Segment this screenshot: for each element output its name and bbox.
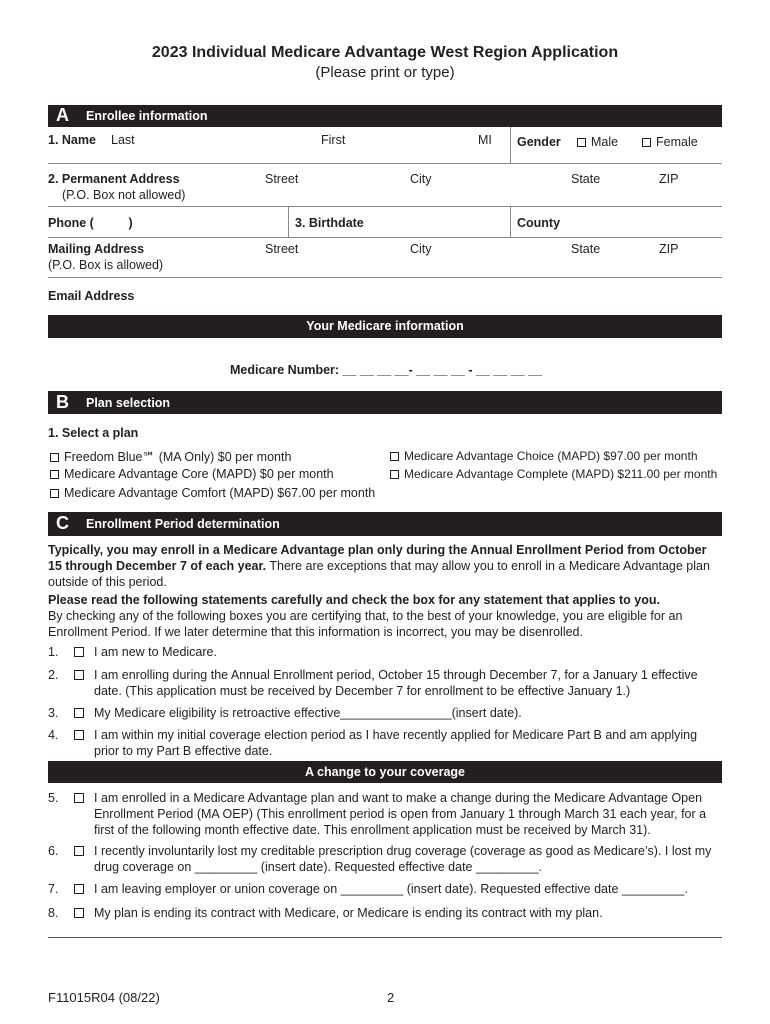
statement-checkbox[interactable]: [74, 884, 84, 894]
plan-option-choice[interactable]: [390, 449, 698, 463]
form-subtitle: (Please print or type): [315, 64, 455, 81]
section-c-letter: C: [56, 513, 69, 533]
plan-option-comfort[interactable]: [50, 486, 375, 500]
section-c-title: Enrollment Period determination: [86, 517, 280, 531]
statement-checkbox[interactable]: [74, 793, 84, 803]
statement-text: I am leaving employer or union coverage on _________ (insert date). Requested effective date _________.: [94, 882, 688, 896]
statement-checkbox[interactable]: [74, 670, 84, 680]
mailing-address-note: (P.O. Box is allowed): [48, 258, 164, 272]
email-field[interactable]: Email Address: [48, 289, 135, 303]
statement-text: I am enrolling during the Annual Enrollment period, October 15 through December 7, for a January 1 effective date. (This application must be received by December 7 for enrollment to be effective January 1.): [94, 668, 698, 698]
divider: [510, 127, 511, 163]
statement-number: 1.: [48, 645, 59, 659]
mailing-street-field[interactable]: Street: [265, 242, 299, 256]
gender-female-option[interactable]: [642, 135, 698, 149]
section-b-title: Plan selection: [86, 396, 171, 410]
medicare-number-field[interactable]: Medicare Number: __ __ __ __- __ __ __ - __ __ __ __: [230, 363, 542, 377]
enrollment-instructions: [48, 592, 722, 640]
statement-text: I am new to Medicare.: [94, 645, 217, 659]
statement-number: 3.: [48, 706, 59, 720]
permanent-state-field[interactable]: State: [571, 172, 601, 186]
form-id: F11015R04 (08/22): [48, 990, 160, 1005]
gender-label: Gender: [517, 135, 561, 149]
gender-male-option[interactable]: [577, 135, 618, 149]
male-checkbox[interactable]: [577, 138, 586, 147]
page-number: 2: [387, 990, 395, 1005]
county-field[interactable]: County: [517, 216, 561, 230]
female-checkbox[interactable]: [642, 138, 651, 147]
last-name-field[interactable]: Last: [111, 133, 135, 147]
statement-text: My Medicare eligibility is retroactive effective________________(insert date).: [94, 706, 522, 720]
divider: [48, 206, 722, 207]
plan-checkbox[interactable]: [50, 489, 59, 498]
statement-text: I am enrolled in a Medicare Advantage plan and want to make a change during the Medicare Advantage Open Enrollment Period (MA OEP) (This enrollment period is open from January 1 through March 31 each year, for a first of the following month effective date. This enrollment application must be received by March 31).: [94, 791, 707, 837]
statement-checkbox[interactable]: [74, 730, 84, 740]
divider: [288, 207, 289, 237]
mailing-city-field[interactable]: City: [410, 242, 432, 256]
plan-label: Freedom Blue℠ (MA Only) $0 per month: [64, 450, 292, 464]
mailing-state-field[interactable]: State: [571, 242, 601, 256]
section-a-title: Enrollee information: [86, 109, 208, 123]
section-a-header: [48, 105, 722, 127]
permanent-city-field[interactable]: City: [410, 172, 432, 186]
plan-label: Medicare Advantage Complete (MAPD) $211.00 per month: [404, 467, 718, 481]
select-plan-label: 1. Select a plan: [48, 426, 139, 440]
statement-checkbox[interactable]: [74, 708, 84, 718]
plan-checkbox[interactable]: [50, 470, 59, 479]
name-label: 1. Name: [48, 133, 96, 147]
statement-number: 8.: [48, 906, 59, 920]
plan-label: Medicare Advantage Comfort (MAPD) $67.00 per month: [64, 486, 376, 500]
section-a-letter: A: [56, 105, 69, 125]
divider: [48, 277, 722, 278]
section-b-letter: B: [56, 392, 69, 412]
form-title: 2023 Individual Medicare Advantage West Region Application: [151, 44, 619, 61]
permanent-address-note: (P.O. Box not allowed): [62, 188, 186, 202]
statement-number: 7.: [48, 882, 59, 896]
medicare-info-header: [48, 315, 722, 338]
statement-text: I recently involuntarily lost my creditable prescription drug coverage (coverage as good as Medicare’s). I lost my drug coverage on _________ (insert date). Requested effective date _________.: [94, 844, 712, 874]
statement-checkbox[interactable]: [74, 908, 84, 918]
coverage-change-title: A change to your coverage: [305, 765, 465, 779]
statement-number: 2.: [48, 668, 59, 682]
plan-checkbox[interactable]: [390, 452, 399, 461]
divider: [510, 207, 511, 237]
plan-option-core[interactable]: [50, 467, 334, 481]
plan-option-complete[interactable]: [390, 467, 717, 481]
permanent-address-label: 2. Permanent Address: [48, 172, 180, 186]
middle-initial-field[interactable]: MI: [478, 133, 492, 147]
plan-label: Medicare Advantage Choice (MAPD) $97.00 per month: [404, 449, 698, 463]
statement-checkbox[interactable]: [74, 846, 84, 856]
plan-label: Medicare Advantage Core (MAPD) $0 per month: [64, 467, 334, 481]
male-label: Male: [591, 135, 619, 149]
permanent-zip-field[interactable]: ZIP: [659, 172, 679, 186]
statement-number: 5.: [48, 791, 59, 805]
section-b-header: [48, 391, 722, 414]
mailing-address-label: Mailing Address: [48, 242, 145, 256]
plan-checkbox[interactable]: [50, 453, 59, 462]
female-label: Female: [656, 135, 698, 149]
statement-text: My plan is ending its contract with Medicare, or Medicare is ending its contract with my plan.: [94, 906, 603, 920]
plan-option-freedom-blue[interactable]: [50, 449, 291, 464]
enrollment-intro-rest: There are exceptions that may allow you to enroll in a Medicare Advantage plan outside of this period.: [48, 559, 710, 589]
divider: [48, 237, 722, 238]
first-name-field[interactable]: First: [321, 133, 346, 147]
coverage-change-header: [48, 761, 722, 783]
enrollment-intro: [48, 542, 722, 590]
statement-number: 4.: [48, 728, 59, 742]
statement-checkbox[interactable]: [74, 647, 84, 657]
birthdate-field[interactable]: 3. Birthdate: [295, 216, 364, 230]
divider: [48, 937, 722, 938]
mailing-zip-field[interactable]: ZIP: [659, 242, 679, 256]
statement-text: I am within my initial coverage election period as I have recently applied for Medicare Part B and am applying prior to my Part B effective date.: [94, 728, 698, 758]
medicare-info-title: Your Medicare information: [306, 319, 464, 333]
enrollment-intro-bold: Typically, you may enroll in a Medicare Advantage plan only during the Annual Enrollment Period from October 15 through December 7 of each year.: [48, 543, 707, 573]
divider: [48, 163, 722, 164]
permanent-street-field[interactable]: Street: [265, 172, 299, 186]
phone-field[interactable]: Phone ( ): [48, 216, 133, 230]
section-c-header: [48, 512, 722, 536]
plan-checkbox[interactable]: [390, 470, 399, 479]
instructions-bold: Please read the following statements carefully and check the box for any statement that applies to you.: [48, 593, 660, 607]
statement-number: 6.: [48, 844, 59, 858]
instructions-rest: By checking any of the following boxes you are certifying that, to the best of your knowledge, you are eligible for an Enrollment Period. If we later determine that this information is incorrect, you may be disenrolled.: [48, 609, 683, 639]
